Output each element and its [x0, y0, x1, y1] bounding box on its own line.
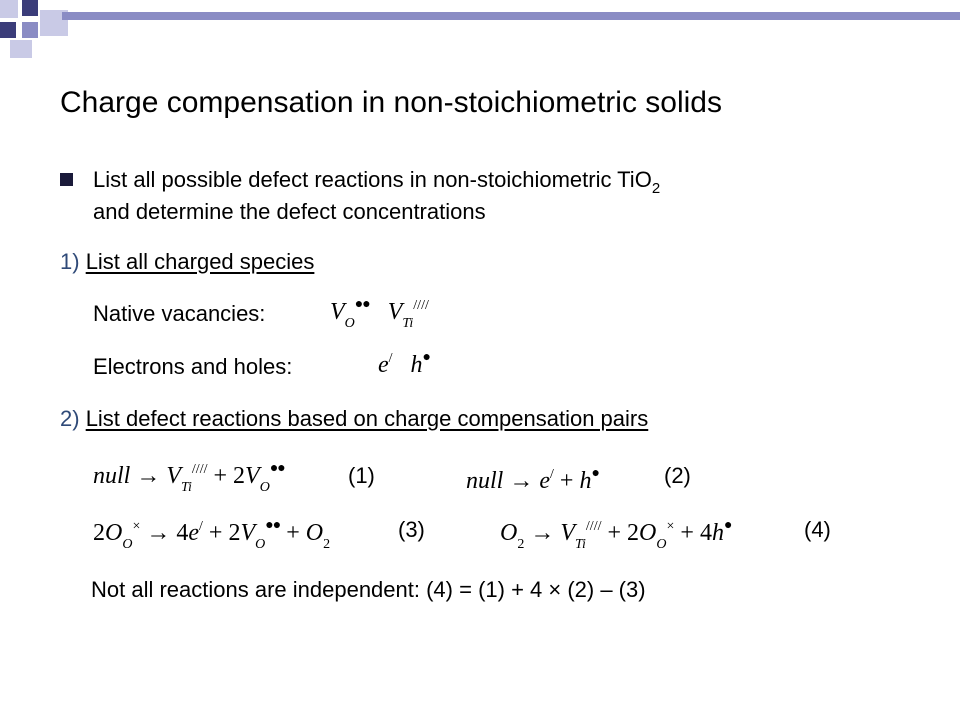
slide-title: Charge compensation in non-stoichiometric solids	[60, 86, 722, 119]
bullet-subscript: 2	[651, 180, 661, 197]
step-2	[60, 405, 648, 433]
step-1-heading: List all charged species	[85, 249, 315, 274]
vacancies-formula: $V_O^{●●}$ $V_{Ti}^{////}$	[330, 297, 429, 331]
deco-square	[22, 0, 38, 16]
reaction-label-2: (2)	[664, 463, 691, 488]
deco-square	[10, 40, 32, 58]
bullet-line-1	[93, 166, 660, 197]
reaction-2: null → e/ + h●	[466, 466, 599, 494]
bullet-text-1: List all possible defect reactions in non-stoichiometric TiO	[93, 167, 652, 192]
step-2-number: 2)	[60, 406, 80, 431]
reaction-4: $O_2 \to V_{Ti}^{////} + 2O_O^\times + 4h^●$	[500, 518, 732, 552]
reaction-3: $2O_O^\times \to 4e^/ + 2V_O^{●●} + O_2$	[93, 518, 331, 552]
reaction-1: null → $V_{Ti}^{////} + 2V_O^{●●}$	[93, 461, 285, 495]
bullet-line-2: and determine the defect concentrations	[93, 199, 486, 224]
slide-decoration	[0, 0, 960, 60]
independence-note: Not all reactions are independent: (4) = (1) + 4 × (2) – (3)	[91, 577, 646, 602]
vacancies-label: Native vacancies:	[93, 301, 266, 326]
step-2-heading: List defect reactions based on charge compensation pairs	[85, 406, 649, 431]
carriers-label: Electrons and holes:	[93, 354, 293, 379]
reaction-label-3: (3)	[398, 517, 425, 542]
reaction-label-1: (1)	[348, 463, 375, 488]
deco-square	[0, 0, 18, 18]
bullet-square-icon	[60, 173, 73, 186]
carriers-formula: e/ h●	[378, 350, 431, 378]
deco-bar	[62, 12, 960, 20]
deco-square	[0, 22, 16, 38]
deco-square	[22, 22, 38, 38]
step-1-number: 1)	[60, 249, 80, 274]
step-1	[60, 248, 314, 276]
reaction-label-4: (4)	[804, 517, 831, 542]
